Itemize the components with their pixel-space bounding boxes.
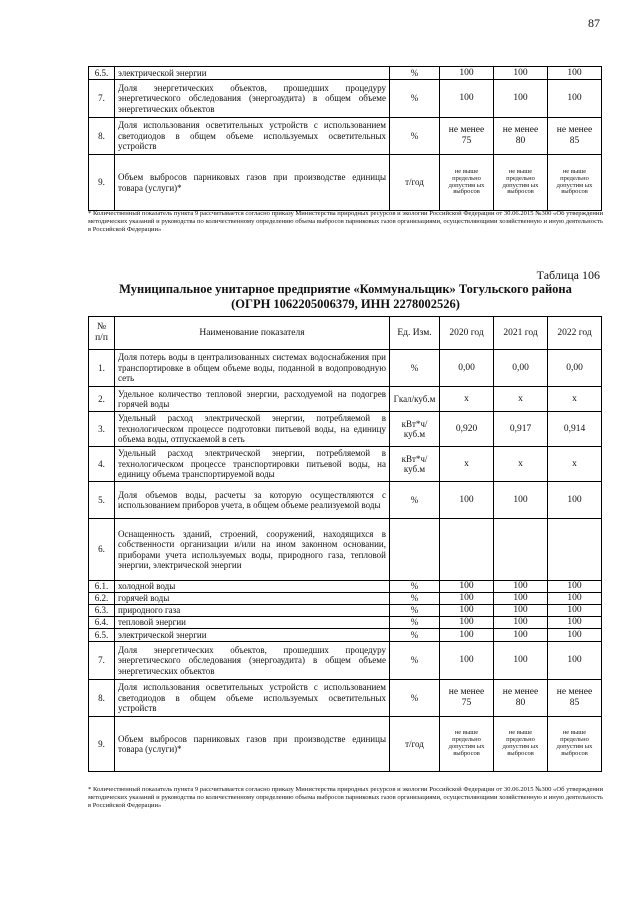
indicator-name: Оснащенность зданий, строений, сооружений, находящихся в собственности организации и/или на ином законном основании, приборами учета используемых воды, природного газа, тепловой энергии, электрической энергии bbox=[115, 519, 390, 581]
row-number: 3. bbox=[89, 412, 115, 447]
value-2022: 100 bbox=[548, 593, 602, 605]
value-2022: 100 bbox=[548, 617, 602, 629]
value-2020: 100 bbox=[440, 67, 494, 80]
unit-cell: % bbox=[390, 482, 440, 519]
indicator-name: Доля объемов воды, расчеты за которую осуществляются с использованием приборов учета, в общем объеме реализуемой воды bbox=[115, 482, 390, 519]
page-number: 87 bbox=[588, 16, 600, 30]
value-2022: 100 bbox=[548, 629, 602, 642]
indicator-name: Доля использования осветительных устройств с использованием светодиодов в общем объеме используемых осветительных устройств bbox=[115, 118, 390, 155]
header-2021: 2021 год bbox=[494, 317, 548, 350]
value-2020: не менее 75 bbox=[440, 118, 494, 155]
unit-cell: кВт*ч/куб.м bbox=[390, 412, 440, 447]
row-number: 2. bbox=[89, 387, 115, 412]
value-2021: не выше предельно допустим ых выбросов bbox=[494, 717, 548, 772]
value-2021: не выше предельно допустим ых выбросов bbox=[494, 155, 548, 211]
row-number: 9. bbox=[89, 155, 115, 211]
table-row bbox=[89, 593, 602, 605]
header-num: № п/п bbox=[89, 317, 115, 350]
value-2021: х bbox=[494, 447, 548, 482]
indicator-name: природного газа bbox=[115, 605, 390, 617]
header-2022: 2022 год bbox=[548, 317, 602, 350]
unit-cell: Гкал/куб.м bbox=[390, 387, 440, 412]
indicator-name: Удельный расход электрической энергии, потребляемой в технологическом процессе подготовки питьевой воды, на единицу объема воды, отпускаемой в сеть bbox=[115, 412, 390, 447]
unit-cell: т/год bbox=[390, 155, 440, 211]
value-2022: не менее 85 bbox=[548, 680, 602, 717]
value-2020: 100 bbox=[440, 642, 494, 680]
row-number: 7. bbox=[89, 642, 115, 680]
top-table bbox=[88, 66, 602, 211]
row-number: 1. bbox=[89, 350, 115, 387]
value-2021: 0,00 bbox=[494, 350, 548, 387]
value-2021 bbox=[494, 519, 548, 581]
value-2021: 100 bbox=[494, 482, 548, 519]
table-row bbox=[89, 350, 602, 387]
header-name: Наименование показателя bbox=[115, 317, 390, 350]
value-2022 bbox=[548, 519, 602, 581]
table-row bbox=[89, 387, 602, 412]
value-2021: 100 bbox=[494, 605, 548, 617]
value-2021: 100 bbox=[494, 642, 548, 680]
value-2021: не менее 80 bbox=[494, 118, 548, 155]
indicator-name: электрической энергии bbox=[115, 67, 390, 80]
table-row bbox=[89, 581, 602, 593]
header-row bbox=[89, 317, 602, 350]
value-2022: 100 bbox=[548, 642, 602, 680]
value-2022: не менее 85 bbox=[548, 118, 602, 155]
unit-cell: % bbox=[390, 617, 440, 629]
row-number: 6.4. bbox=[89, 617, 115, 629]
table-row bbox=[89, 617, 602, 629]
row-number: 9. bbox=[89, 717, 115, 772]
value-2022: 100 bbox=[548, 482, 602, 519]
indicator-name: тепловой энергии bbox=[115, 617, 390, 629]
indicator-name: Удельное количество тепловой энергии, расходуемой на подогрев горячей воды bbox=[115, 387, 390, 412]
indicator-name: Доля энергетических объектов, прошедших процедуру энергетического обследования (энергоаудита) в общем объеме энергетических объектов bbox=[115, 642, 390, 680]
value-2021: 100 bbox=[494, 80, 548, 118]
value-2021: 100 bbox=[494, 617, 548, 629]
table-row bbox=[89, 605, 602, 617]
value-2020: 0,920 bbox=[440, 412, 494, 447]
footnote: * Количественный показатель пункта 9 рассчитывается согласно приказу Министерства природных ресурсов и экологии Российской Федерации от 30.06.2015 №300 «Об утверждении методических указаний и руководства по количественному определению объема выбросов парниковых газов организациями, осуществляющими хозяйственную и иную деятельность в Российской Федерации» bbox=[88, 786, 603, 810]
value-2020: 100 bbox=[440, 80, 494, 118]
value-2020: 100 bbox=[440, 629, 494, 642]
header-unit: Ед. Изм. bbox=[390, 317, 440, 350]
row-number: 6.3. bbox=[89, 605, 115, 617]
value-2022: 100 bbox=[548, 80, 602, 118]
table-row bbox=[89, 80, 602, 118]
value-2022: 100 bbox=[548, 67, 602, 80]
unit-cell: % bbox=[390, 642, 440, 680]
value-2020: 100 bbox=[440, 593, 494, 605]
value-2021: 100 bbox=[494, 581, 548, 593]
unit-cell bbox=[390, 519, 440, 581]
table-row bbox=[89, 717, 602, 772]
indicator-name: Доля использования осветительных устройств с использованием светодиодов в общем объеме используемых осветительных устройств bbox=[115, 680, 390, 717]
table-row bbox=[89, 412, 602, 447]
unit-cell: % bbox=[390, 680, 440, 717]
value-2022: 100 bbox=[548, 605, 602, 617]
row-number: 8. bbox=[89, 118, 115, 155]
row-number: 6.5. bbox=[89, 67, 115, 80]
indicator-name: Доля энергетических объектов, прошедших процедуру энергетического обследования (энергоаудита) в общем объеме энергетических объектов bbox=[115, 80, 390, 118]
main-table bbox=[88, 316, 602, 772]
value-2020: 100 bbox=[440, 605, 494, 617]
table-row bbox=[89, 680, 602, 717]
table-row bbox=[89, 118, 602, 155]
organization-ids: (ОГРН 1062205006379, ИНН 2278002526) bbox=[231, 297, 460, 311]
value-2022: 100 bbox=[548, 581, 602, 593]
value-2021: х bbox=[494, 387, 548, 412]
value-2022: х bbox=[548, 447, 602, 482]
row-number: 8. bbox=[89, 680, 115, 717]
row-number: 4. bbox=[89, 447, 115, 482]
value-2022: не выше предельно допустим ых выбросов bbox=[548, 155, 602, 211]
value-2021: 0,917 bbox=[494, 412, 548, 447]
header-2020: 2020 год bbox=[440, 317, 494, 350]
table-row bbox=[89, 447, 602, 482]
value-2020: не менее 75 bbox=[440, 680, 494, 717]
unit-cell: % bbox=[390, 593, 440, 605]
unit-cell: % bbox=[390, 118, 440, 155]
row-number: 6. bbox=[89, 519, 115, 581]
value-2020: х bbox=[440, 387, 494, 412]
row-number: 5. bbox=[89, 482, 115, 519]
value-2022: 0,00 bbox=[548, 350, 602, 387]
value-2020: не выше предельно допустим ых выбросов bbox=[440, 717, 494, 772]
indicator-name: электрической энергии bbox=[115, 629, 390, 642]
indicator-name: Объем выбросов парниковых газов при производстве единицы товара (услуги)* bbox=[115, 717, 390, 772]
row-number: 7. bbox=[89, 80, 115, 118]
indicator-name: горячей воды bbox=[115, 593, 390, 605]
value-2022: 0,914 bbox=[548, 412, 602, 447]
table-row bbox=[89, 642, 602, 680]
row-number: 6.1. bbox=[89, 581, 115, 593]
indicator-name: Доля потерь воды в централизованных системах водоснабжения при транспортировке в общем объеме воды, поданной в водопроводную сеть bbox=[115, 350, 390, 387]
indicator-name: Удельный расход электрической энергии, потребляемой в технологическом процессе транспортировки питьевой воды, на единицу объема транспортируемой воды bbox=[115, 447, 390, 482]
table-row bbox=[89, 519, 602, 581]
value-2020: не выше предельно допустим ых выбросов bbox=[440, 155, 494, 211]
value-2022: х bbox=[548, 387, 602, 412]
value-2020: х bbox=[440, 447, 494, 482]
indicator-name: Объем выбросов парниковых газов при производстве единицы товара (услуги)* bbox=[115, 155, 390, 211]
unit-cell: % bbox=[390, 581, 440, 593]
table-caption: Таблица 106 bbox=[536, 268, 600, 282]
table-title bbox=[88, 282, 603, 312]
unit-cell: % bbox=[390, 67, 440, 80]
table-row bbox=[89, 67, 602, 80]
value-2021: не менее 80 bbox=[494, 680, 548, 717]
row-number: 6.5. bbox=[89, 629, 115, 642]
unit-cell: % bbox=[390, 629, 440, 642]
unit-cell: % bbox=[390, 605, 440, 617]
value-2020 bbox=[440, 519, 494, 581]
value-2021: 100 bbox=[494, 67, 548, 80]
value-2020: 0,00 bbox=[440, 350, 494, 387]
unit-cell: т/год bbox=[390, 717, 440, 772]
table-row bbox=[89, 629, 602, 642]
unit-cell: % bbox=[390, 350, 440, 387]
value-2022: не выше предельно допустим ых выбросов bbox=[548, 717, 602, 772]
table-row bbox=[89, 482, 602, 519]
indicator-name: холодной воды bbox=[115, 581, 390, 593]
value-2021: 100 bbox=[494, 593, 548, 605]
value-2020: 100 bbox=[440, 617, 494, 629]
organization-name: Муниципальное унитарное предприятие «Коммунальщик» Тогульского района bbox=[119, 282, 572, 296]
value-2020: 100 bbox=[440, 581, 494, 593]
unit-cell: кВт*ч/куб.м bbox=[390, 447, 440, 482]
table-row bbox=[89, 155, 602, 211]
value-2020: 100 bbox=[440, 482, 494, 519]
unit-cell: % bbox=[390, 80, 440, 118]
row-number: 6.2. bbox=[89, 593, 115, 605]
value-2021: 100 bbox=[494, 629, 548, 642]
footnote: * Количественный показатель пункта 9 рассчитывается согласно приказу Министерства природных ресурсов и экологии Российской Федерации от 30.06.2015 №300 «Об утверждении методических указаний и руководства по количественному определению объема выбросов парниковых газов организациями, осуществляющими хозяйственную и иную деятельность в Российской Федерации» bbox=[88, 210, 603, 234]
